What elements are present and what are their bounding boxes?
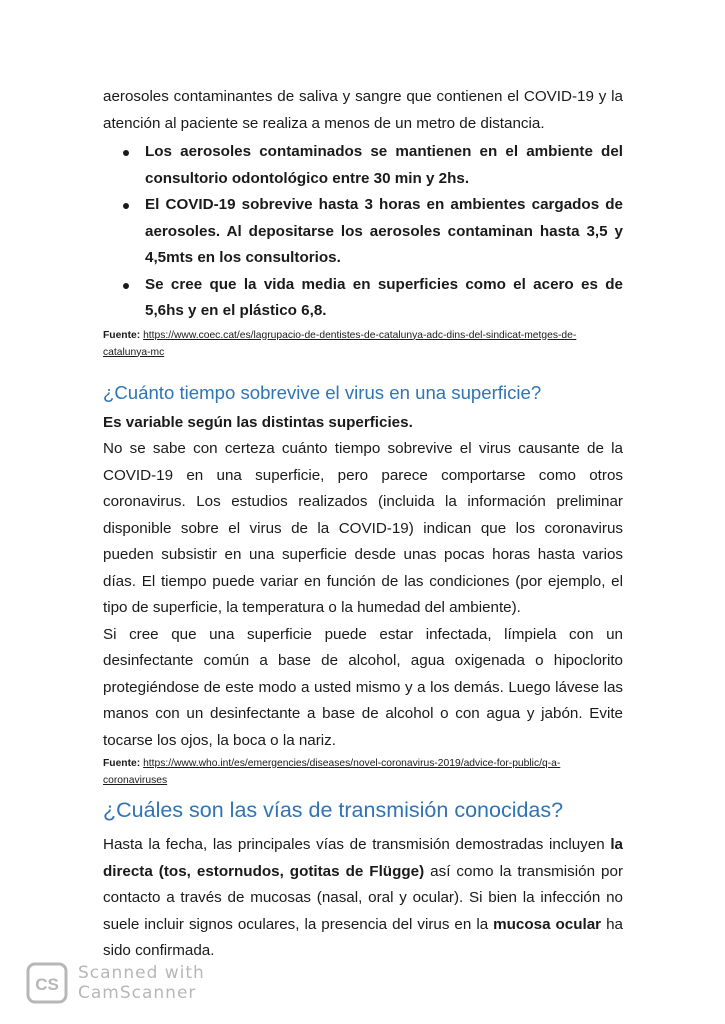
- source-link[interactable]: https://www.coec.cat/es/lagrupacio-de-dentistes-de-catalunya-adc-dins-del-sindicat-metges-de-catalunya-mc: [103, 329, 577, 358]
- watermark-text: [78, 963, 205, 1003]
- section-transmission-routes: [103, 796, 623, 965]
- section-surface-survival: [103, 381, 623, 789]
- logo-text: CS: [35, 975, 59, 994]
- paragraph-text: ha sido confirmada.: [103, 915, 623, 959]
- intro-paragraph: aerosoles contaminantes de saliva y sangre que contienen el COVID-19 y la atención al paciente se realiza a menos de un metro de distancia.: [103, 88, 623, 132]
- section-paragraph: No se sabe con certeza cuánto tiempo sobrevive el virus causante de la COVID-19 en una superficie, pero parece comportarse como otros coronavirus. Los estudios realizados (incluida la información preliminar disponible sobre el virus de la COVID-19) indican que los coronavirus pueden subsistir en una superficie desde unas pocas horas hasta varios días. El tiempo puede variar en función de las condiciones (por ejemplo, el tipo de superficie, la temperatura o la humedad del ambiente).: [103, 440, 623, 616]
- section-paragraph: [103, 832, 623, 965]
- source-link[interactable]: https://www.who.int/es/emergencies/diseases/novel-coronavirus-2019/advice-for-public/q-a-coronaviruses: [103, 758, 561, 786]
- bullet-text: El COVID-19 sobrevive hasta 3 horas en ambientes cargados de aerosoles. Al depositarse los aerosoles contaminan hasta 3,5 y 4,5mts en los consultorios.: [145, 196, 623, 266]
- intro-bullet-list: [103, 139, 623, 325]
- bullet-item: [103, 272, 623, 325]
- bullet-item: [103, 139, 623, 192]
- section-paragraph: Si cree que una superficie puede estar infectada, límpiela con un desinfectante común a base de alcohol, agua oxigenada o hipoclorito protegiéndose de este modo a usted mismo y a los demás. Luego lávese las manos con un desinfectante a base de alcohol o con agua y jabón. Evite tocarse los ojos, la boca o la nariz.: [103, 625, 623, 749]
- section-heading: ¿Cuánto tiempo sobrevive el virus en una superficie?: [103, 382, 542, 403]
- source-citation: [103, 327, 623, 361]
- watermark-line: Scanned with: [78, 963, 205, 983]
- paragraph-text: Hasta la fecha, las principales vías de transmisión demostradas incluyen: [103, 836, 611, 853]
- bullet-icon: [123, 283, 129, 289]
- emphasis-text: mucosa ocular: [493, 915, 602, 933]
- scanner-watermark: [26, 962, 205, 1004]
- bullet-text: Se cree que la vida media en superficies como el acero es de 5,6hs y en el plástico 6,8.: [145, 275, 623, 319]
- intro-section: [103, 84, 623, 361]
- bullet-text: Los aerosoles contaminados se mantienen en el ambiente del consultorio odontológico entre 30 min y 2hs.: [145, 143, 623, 187]
- bullet-item: [103, 192, 623, 272]
- camscanner-logo-icon: [26, 962, 68, 1004]
- bullet-icon: [123, 150, 129, 156]
- emphasis-text: la directa (tos, estornudos, gotitas de Flügge): [103, 836, 623, 880]
- source-label: Fuente:: [103, 758, 141, 769]
- bullet-icon: [123, 203, 129, 209]
- section-subheading: Es variable según las distintas superficies.: [103, 414, 413, 431]
- paragraph-text: así como la transmisión por contacto a través de mucosas (nasal, oral y ocular). Si bien la infección no suele incluir signos oculares, la presencia del virus en la: [103, 862, 624, 933]
- source-label: Fuente:: [103, 329, 141, 341]
- source-citation: [103, 755, 623, 789]
- watermark-line: CamScanner: [78, 983, 197, 1003]
- section-heading: ¿Cuáles son las vías de transmisión conocidas?: [103, 798, 564, 822]
